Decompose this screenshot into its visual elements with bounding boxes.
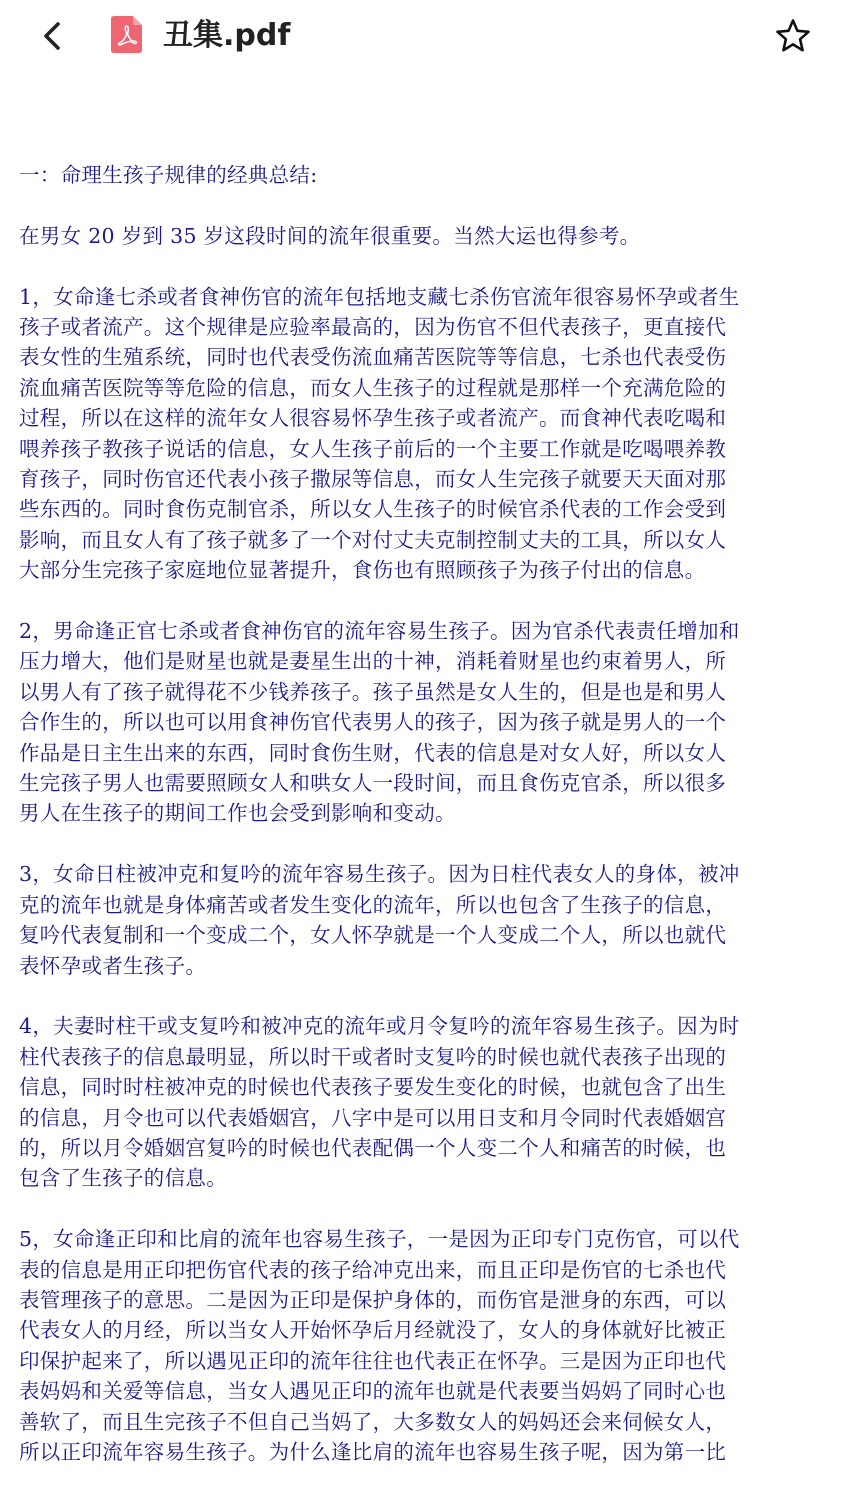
section-heading: 一：命理生孩子规律的经典总结: xyxy=(19,163,318,187)
favorite-button[interactable] xyxy=(770,13,816,59)
paragraph-rule-2: 2，男命逢正官七杀或者食神伤官的流年容易生孩子。因为官杀代表责任增加和 压力增大，他们是财星也就是妻星生出的十神，消耗着财星也约束着男人，所 以男人有了孩子就得花不少钱养孩子。孩子虽然是女人生的，但是也是和男人 合作生的，所以也可以用食神伤官代表男人的孩子，因为孩子就是男人的一个 作品是日主生出来的东西，同时食伤生财，代表的信息是对女人好，所以女人 生完孩子男人也需要照顾女人和哄女人一段时间，而且食伤克官杀，所以很多 男人在生孩子的期间工作也会受到影响和变动。 xyxy=(19,619,740,826)
top-app-bar xyxy=(0,0,850,72)
intro-paragraph: 在男女 20 岁到 35 岁这段时间的流年很重要。当然大运也得参考。 xyxy=(19,223,641,248)
file-name: 丑集.pdf xyxy=(163,18,291,53)
star-outline-icon xyxy=(775,18,811,54)
paragraph-rule-3: 3，女命日柱被冲克和复吟的流年容易生孩子。因为日柱代表女人的身体，被冲 克的流年也就是身体痛苦或者发生变化的流年，所以也包含了生孩子的信息， 复吟代表复制和一个变成二个，女人怀孕就是一个人变成二个人，所以也就代 表怀孕或者生孩子。 xyxy=(19,862,740,978)
back-button[interactable] xyxy=(30,14,74,58)
paragraph-rule-5: 5，女命逢正印和比肩的流年也容易生孩子，一是因为正印专门克伤官，可以代 表的信息是用正印把伤官代表的孩子给冲克出来，而且正印是伤官的七杀也代 表管理孩子的意思。二是因为正印是保护身体的，而伤官是泄身的东西，可以 代表女人的月经，所以当女人开始怀孕后月经就没了，女人的身体就好比被正 印保护起来了，所以遇见正印的流年往往也代表正在怀孕。三是因为正印也代 表妈妈和关爱等信息，当女人遇见正印的流年也就是代表要当妈妈了同时心也 善软了，而且生完孩子不但自己当妈了，大多数女人的妈妈还会来伺候女人， 所以正印流年容易生孩子。为什么逢比肩的流年也容易生孩子呢，因为第一比 xyxy=(19,1227,740,1464)
chevron-left-icon xyxy=(40,21,64,51)
paragraph-rule-1: 1，女命逢七杀或者食神伤官的流年包括地支藏七杀伤官流年很容易怀孕或者生 孩子或者流产。这个规律是应验率最高的，因为伤官不但代表孩子，更直接代 表女性的生殖系统，同时也代表受伤流血痛苦医院等等信息，七杀也代表受伤 流血痛苦医院等等危险的信息，而女人生孩子的过程就是那样一个充满危险的 过程，所以在这样的流年女人很容易怀孕生孩子或者流产。而食神代表吃喝和 喂养孩子教孩子说话的信息，女人生孩子前后的一个主要工作就是吃喝喂养教 育孩子，同时伤官还代表小孩子撒尿等信息，而女人生完孩子就要天天面对那 些东西的。同时食伤克制官杀，所以女人生孩子的时候官杀代表的工作会受到 影响，而且女人有了孩子就多了一个对付丈夫克制控制丈夫的工具，所以女人 大部分生完孩子家庭地位显著提升，食伤也有照顾孩子为孩子付出的信息。 xyxy=(19,284,740,583)
paragraph-rule-4: 4，夫妻时柱干或支复吟和被冲克的流年或月令复吟的流年容易生孩子。因为时 柱代表孩子的信息最明显，所以时干或者时支复吟的时候也就代表孩子出现的 信息，同时时柱被冲克的时候也代表孩子要发生变化的时候，也就包含了出生 的信息，月令也可以代表婚姻宫，八字中是可以用日支和月令同时代表婚姻宫 的，所以月令婚姻宫复吟的时候也代表配偶一个人变二个人和痛苦的时候，也 包含了生孩子的信息。 xyxy=(19,1014,740,1191)
document-body xyxy=(19,160,809,1498)
pdf-file-icon xyxy=(111,16,142,53)
pdf-page-view[interactable] xyxy=(0,72,850,1464)
